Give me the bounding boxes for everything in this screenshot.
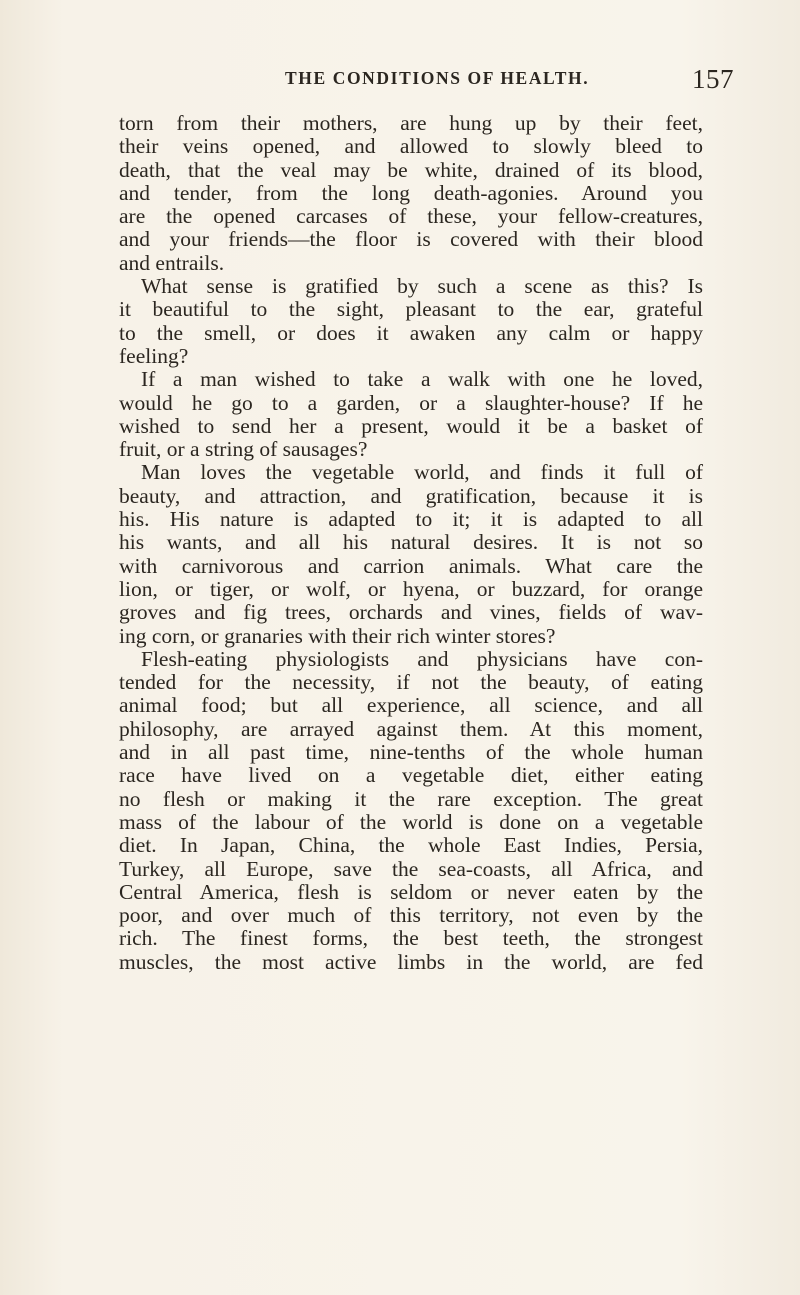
text-line: fruit, or a string of sausages? <box>119 437 368 462</box>
text-line: death, that the veal may be white, drained of its blood, <box>119 157 703 182</box>
text-line: are the opened carcases of these, your fellow-creatures, <box>119 204 703 229</box>
text-line: no flesh or making it the rare exception. The great <box>119 786 703 811</box>
running-head: THE CONDITIONS OF HEALTH. <box>285 68 590 88</box>
text-line: Central America, flesh is seldom or never eaten by the <box>119 879 703 904</box>
text-line: tended for the necessity, if not the beauty, of eating <box>119 670 703 695</box>
text-line: Flesh-eating physiologists and physicians have con- <box>141 646 703 671</box>
text-line: lion, or tiger, or wolf, or hyena, or buzzard, for orange <box>119 576 703 601</box>
text-line: Man loves the vegetable world, and finds it full of <box>141 460 703 485</box>
text-line: ing corn, or granaries with their rich winter stores? <box>119 623 556 648</box>
text-line: rich. The finest forms, the best teeth, the strongest <box>119 926 703 951</box>
text-line: torn from their mothers, are hung up by their feet, <box>119 111 703 135</box>
text-line: would he go to a garden, or a slaughter-house? If he <box>119 390 703 415</box>
text-line: and tender, from the long death-agonies. Around you <box>119 180 703 205</box>
text-line: and in all past time, nine-tenths of the whole human <box>119 740 703 765</box>
page-number: 157 <box>692 64 734 94</box>
body-text <box>119 112 703 974</box>
text-line: mass of the labour of the world is done on a vegetable <box>119 809 703 834</box>
text-line: What sense is gratified by such a scene as this? Is <box>141 274 703 299</box>
text-line: beauty, and attraction, and gratification, because it is <box>119 483 703 508</box>
text-line: to the smell, or does it awaken any calm or happy <box>119 320 703 345</box>
text-line: Turkey, all Europe, save the sea-coasts, all Africa, and <box>119 856 703 881</box>
text-line: poor, and over much of this territory, not even by the <box>119 903 703 928</box>
text-line: muscles, the most active limbs in the world, are fed <box>119 949 703 974</box>
text-line: and your friends—the floor is covered with their blood <box>119 227 703 252</box>
text-line: and entrails. <box>119 250 225 275</box>
text-line: with carnivorous and carrion animals. What care the <box>119 553 703 578</box>
text-line: wished to send her a present, would it be a basket of <box>119 413 703 438</box>
text-line: his. His nature is adapted to it; it is adapted to all <box>119 507 703 532</box>
text-line: their veins opened, and allowed to slowly bleed to <box>119 134 703 159</box>
text-line: race have lived on a vegetable diet, either eating <box>119 763 703 788</box>
text-line: his wants, and all his natural desires. It is not so <box>119 530 703 555</box>
text-line: philosophy, are arrayed against them. At this moment, <box>119 716 703 741</box>
text-line: animal food; but all experience, all science, and all <box>119 693 703 718</box>
text-line: it beautiful to the sight, pleasant to the ear, grateful <box>119 297 703 322</box>
text-line: diet. In Japan, China, the whole East Indies, Persia, <box>119 833 703 858</box>
text-line: If a man wished to take a walk with one he loved, <box>141 367 703 392</box>
text-line: feeling? <box>119 343 189 368</box>
text-line: groves and fig trees, orchards and vines, fields of wav- <box>119 600 703 625</box>
